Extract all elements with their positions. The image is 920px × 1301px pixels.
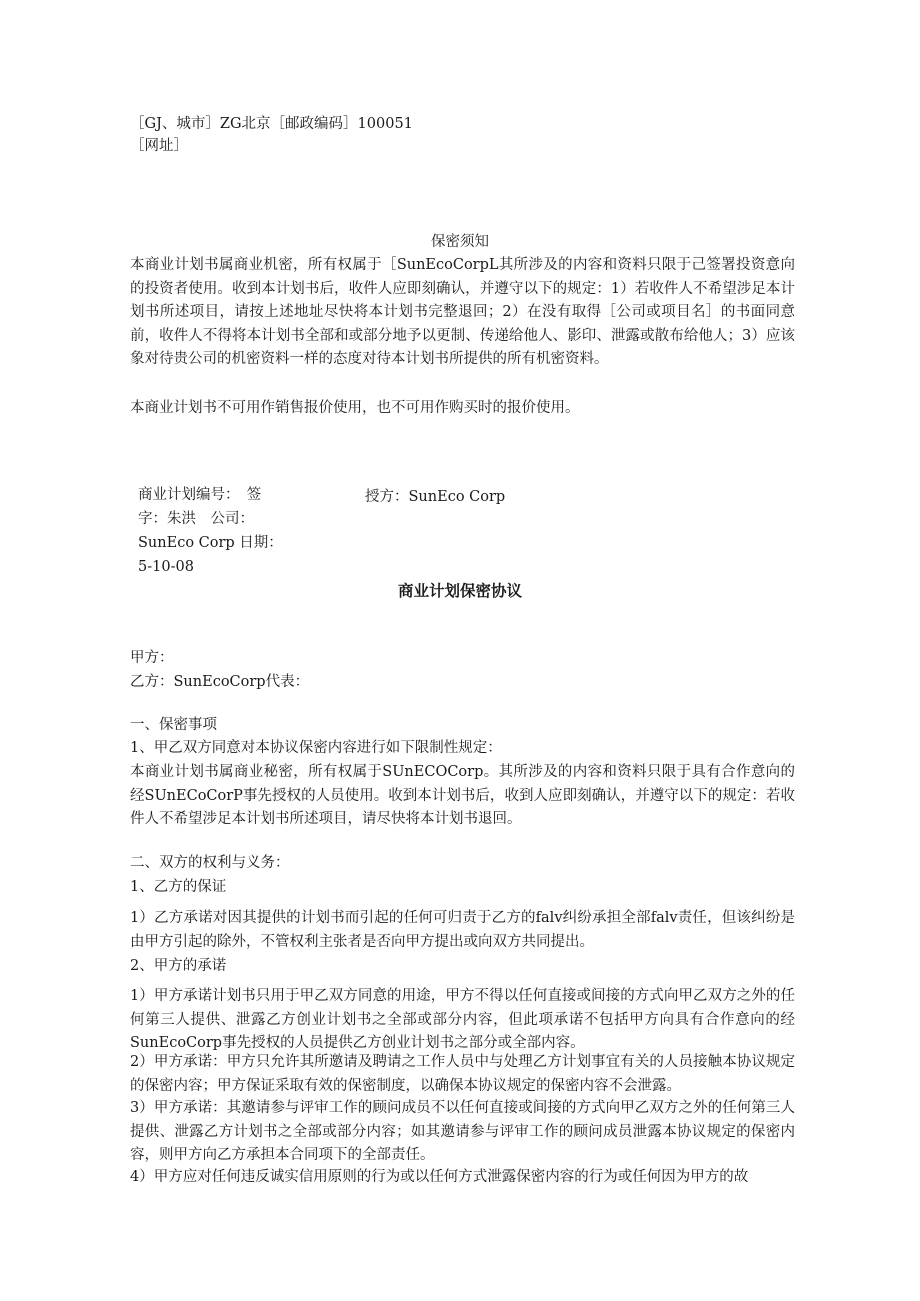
plan-number-line: 商业计划编号： 签 [138,487,262,503]
section2-sub1-p1: 1）乙方承诺对因其提供的计划书而引起的任何可归责于乙方的falv纠纷承担全部falv责任，但该纠纷是由甲方引起的除外，不管权利主张者是否向甲方提出或向双方共同提出。 [130,910,795,950]
date-value: 5-10-08 [138,559,194,575]
section2-sub1: 1、乙方的保证 [130,879,227,895]
party-a: 甲方： [130,650,174,666]
notice-body: 本商业计划书属商业机密，所有权属于［SunEcoCorpL其所涉及的内容和资料只限于己签署投资意向的投资者使用。收到本计划书后，收件人应即刻确认，并遵守以下的规定：1）若收件人不希望涉足本计划书所述项目，请按上述地址尽快将本计划书完整退回；2）在没有取得［公司或项目名］的书面同意前，收件人不得将本计划书全部和或部分地予以更制、传递给他人、影印、泄露或散布给他人；3）应该象对待贵公司的机密资料一样的态度对待本计划书所提供的所有机密资料。 [130,257,795,367]
notice-title: 保密须知 [431,234,489,250]
signer-line: 字：朱洪 公司： [138,511,254,527]
website-line: ［网址］ [130,138,188,154]
section1-body: 本商业计划书属商业秘密，所有权属于SUnECOCorp。其所涉及的内容和资料只限于具有合作意向的经SUnECoCorP事先授权的人员使用。收到本计划书后，收到人应即刻确认，并遵守以下的规定：若收件人不希望涉足本计划书所述项目，请尽快将本计划书退回。 [130,764,795,827]
agreement-title: 商业计划保密协议 [397,582,522,600]
section1-item1: 1、甲乙双方同意对本协议保密内容进行如下限制性规定： [130,740,502,756]
address-line: ［GJ、城市］ZG北京［邮政编码］100051 [130,116,413,132]
notice-note: 本商业计划书不可用作销售报价使用，也不可用作购买时的报价使用。 [130,400,580,416]
company-date-line: SunEco Corp 日期： [138,535,283,551]
grantor-line: 授方：SunEco Corp [365,489,506,505]
section2-sub2-p4: 4）甲方应对任何违反诚实信用原则的行为或以任何方式泄露保密内容的行为或任何因为甲方的故 [130,1169,749,1185]
section2-heading: 二、双方的权利与义务： [130,855,290,871]
section2-sub2: 2、甲方的承诺 [130,958,227,974]
party-b: 乙方：SunEcoCorp代表： [130,674,310,690]
section2-sub2-p1: 1）甲方承诺计划书只用于甲乙双方同意的用途，甲方不得以任何直接或间接的方式向甲乙双方之外的任何第三人提供、泄露乙方创业计划书之全部或部分内容，但此项承诺不包括甲方向具有合作意向的经SunEcoCorp事先授权的人员提供乙方创业计划书之部分或全部内容。 [130,988,795,1051]
section2-sub2-p2: 2）甲方承诺：甲方只允许其所邀请及聘请之工作人员中与处理乙方计划事宜有关的人员接触本协议规定的保密内容；甲方保证采取有效的保密制度，以确保本协议规定的保密内容不会泄露。 [130,1054,795,1094]
section2-sub2-p3: 3）甲方承诺：其邀请参与评审工作的顾问成员不以任何直接或间接的方式向甲乙双方之外的任何第三人提供、泄露乙方计划书之全部或部分内容；如其邀请参与评审工作的顾问成员泄露本协议规定的保密内容，则甲方向乙方承担本合同项下的全部责任。 [130,1100,795,1163]
section1-heading: 一、保密事项 [130,717,217,733]
